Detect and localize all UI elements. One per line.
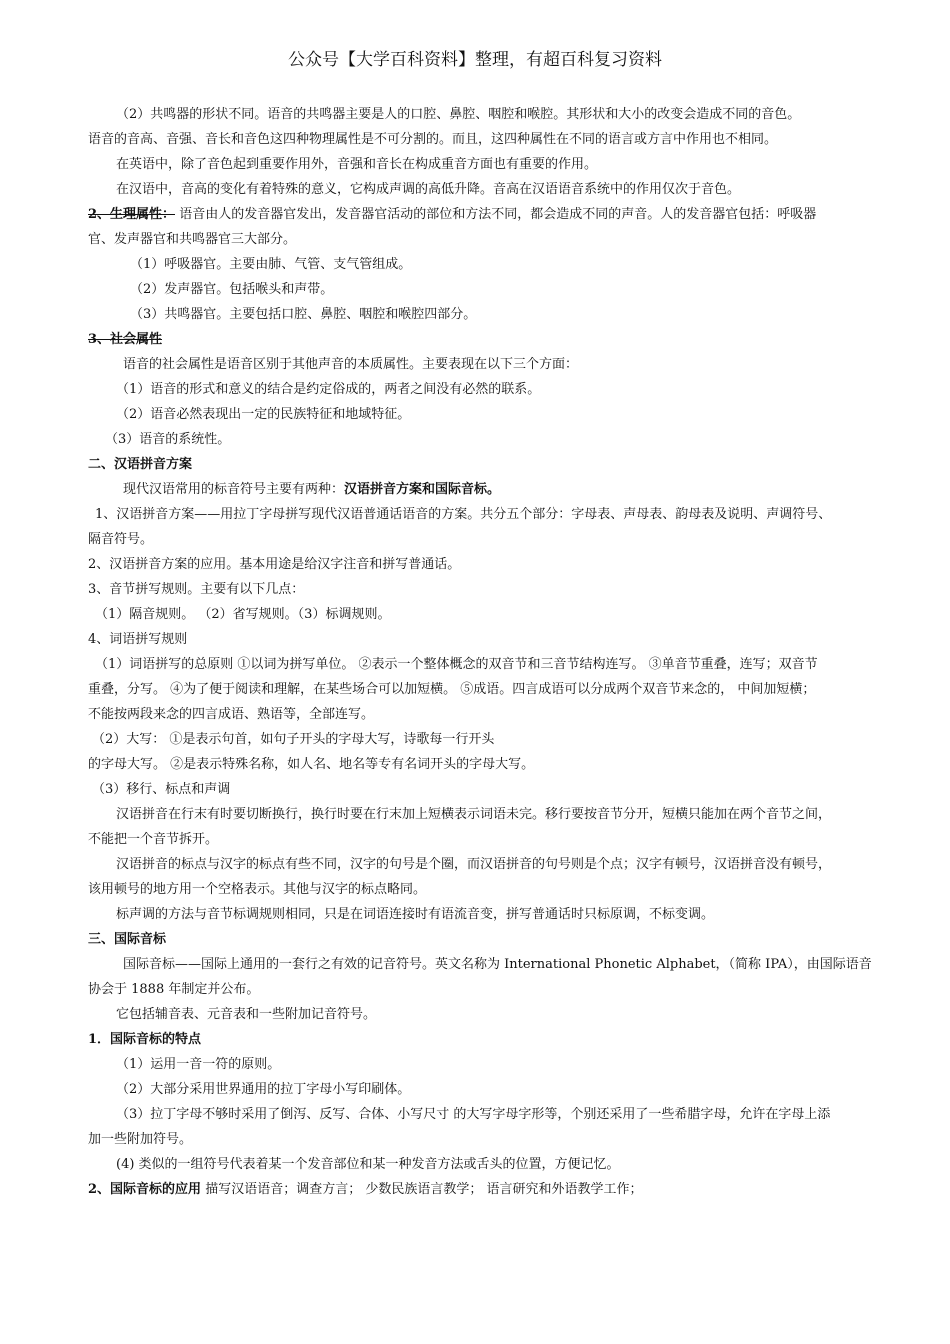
text-line: （2）共鸣器的形状不同。语音的共鸣器主要是人的口腔、鼻腔、咽腔和喉腔。其形状和大小的改变会造成不同的音色。 [116,107,801,122]
text-line: 它包括辅音表、元音表和一些附加记音符号。 [116,1007,377,1022]
text-line: 加一些附加符号。 [88,1132,193,1147]
text-line: 汉语拼音的标点与汉字的标点有些不同，汉字的句号是个圈，而汉语拼音的句号则是个点；汉字有顿号，汉语拼音没有顿号， [116,857,832,872]
text-line: （1）呼吸器官。主要由肺、气管、支气管组成。 [130,257,412,272]
text-line: （1）运用一音一符的原则。 [116,1057,281,1072]
text-line: 2、汉语拼音方案的应用。基本用途是给汉字注音和拼写普通话。 [88,557,461,572]
text-line: （1）词语拼写的总原则 ①以词为拼写单位。 ②表示一个整体概念的双音节和三音节结构连写。 ③单音节重叠，连写；双音节 [95,657,818,672]
text-line: 描写汉语语音；调查方言； 少数民族语言教学； 语言研究和外语教学工作； [205,1182,643,1197]
text-line: 语音的音高、音强、音长和音色这四种物理属性是不可分割的。而且，这四种属性在不同的语言或方言中作用也不相同。 [88,132,778,147]
bold-phrase: 汉语拼音方案和国际音标。 [344,482,501,497]
text-line: (4) 类似的一组符号代表着某一个发音部位和某一种发音方法或舌头的位置，方便记忆。 [116,1157,620,1172]
text-line: （2）发声器官。包括喉头和声带。 [130,282,334,297]
text-line: （3）共鸣器官。主要包括口腔、鼻腔、咽腔和喉腔四部分。 [130,307,477,322]
text-line: 在英语中，除了音色起到重要作用外，音强和音长在构成重音方面也有重要的作用。 [116,157,598,172]
text-line: 4、词语拼写规则 [88,632,188,647]
text-line: （3）移行、标点和声调 [92,782,231,797]
text-line: （1）语音的形式和意义的结合是约定俗成的，两者之间没有必然的联系。 [116,382,541,397]
text-line: 该用顿号的地方用一个空格表示。其他与汉字的标点略同。 [88,882,427,897]
text-line: 官、发声器官和共鸣器官三大部分。 [88,232,297,247]
text-line: 国际音标——国际上通用的一套行之有效的记音符号。英文名称为 International Phonetic Alphabet，（简称 IPA），由国际语音 [123,957,872,972]
heading-physiological: 2、生理属性： [88,207,176,222]
text-line: 不能按两段来念的四言成语、熟语等，全部连写。 [88,707,375,722]
text-line: （2）大写： ①是表示句首，如句子开头的字母大写，诗歌每一行开头 [92,732,495,747]
page-header: 公众号【大学百科资料】整理，有超百科复习资料 [288,50,662,70]
text-line: （3）语音的系统性。 [105,432,231,447]
text-line: 1、汉语拼音方案——用拉丁字母拼写现代汉语普通话语音的方案。共分五个部分：字母表、声母表、韵母表及说明、声调符号、 [95,507,832,522]
text-line: 重叠，分写。 ④为了便于阅读和理解，在某些场合可以加短横。 ⑤成语。四言成语可以分成两个双音节来念的， 中间加短横； [88,682,816,697]
paragraph-physiological [88,206,816,224]
heading-ipa-use: 2、国际音标的应用 [88,1182,202,1197]
text-line: 3、音节拼写规则。主要有以下几点： [88,582,305,597]
text-line: （1）隔音规则。 （2）省写规则。（3）标调规则。 [95,607,391,622]
text-line: （2）语音必然表现出一定的民族特征和地域特征。 [116,407,411,422]
text-line: 汉语拼音在行末有时要切断换行，换行时要在行末加上短横表示词语未完。移行要按音节分开，短横只能加在两个音节之间， [116,807,832,822]
heading-pinyin: 二、汉语拼音方案 [88,457,193,472]
text-line: 隔音符号。 [88,532,154,547]
text-line: 不能把一个音节拆开。 [88,832,219,847]
heading-ipa-features: 1．国际音标的特点 [88,1032,202,1047]
text-line: 语音由人的发音器官发出，发音器官活动的部位和方法不同，都会造成不同的声音。人的发音器官包括：呼吸器 [179,207,817,222]
paragraph-ipa-use [88,1181,642,1199]
text-line: 协会于 1888 年制定并公布。 [88,982,260,997]
paragraph-notation: 现代汉语常用的标音符号主要有两种：汉语拼音方案和国际音标。 [123,482,501,497]
text-line: （2）大部分采用世界通用的拉丁字母小写印刷体。 [116,1082,411,1097]
text-line: 在汉语中，音高的变化有着特殊的意义，它构成声调的高低升降。音高在汉语语音系统中的作用仅次于音色。 [116,182,741,197]
text-line: 的字母大写。 ②是表示特殊名称，如人名、地名等专有名词开头的字母大写。 [88,757,535,772]
text-line: 语音的社会属性是语音区别于其他声音的本质属性。主要表现在以下三个方面： [123,357,579,372]
heading-ipa: 三、国际音标 [88,932,167,947]
text-line: （3）拉丁字母不够时采用了倒泻、反写、合体、小写尺寸 的大写字母字形等，个别还采用了一些希腊字母，允许在字母上添 [116,1107,831,1122]
heading-social: 3、社会属性 [88,332,163,347]
text-line: 标声调的方法与音节标调规则相同，只是在词语连接时有语流音变，拼写普通话时只标原调，不标变调。 [116,907,715,922]
